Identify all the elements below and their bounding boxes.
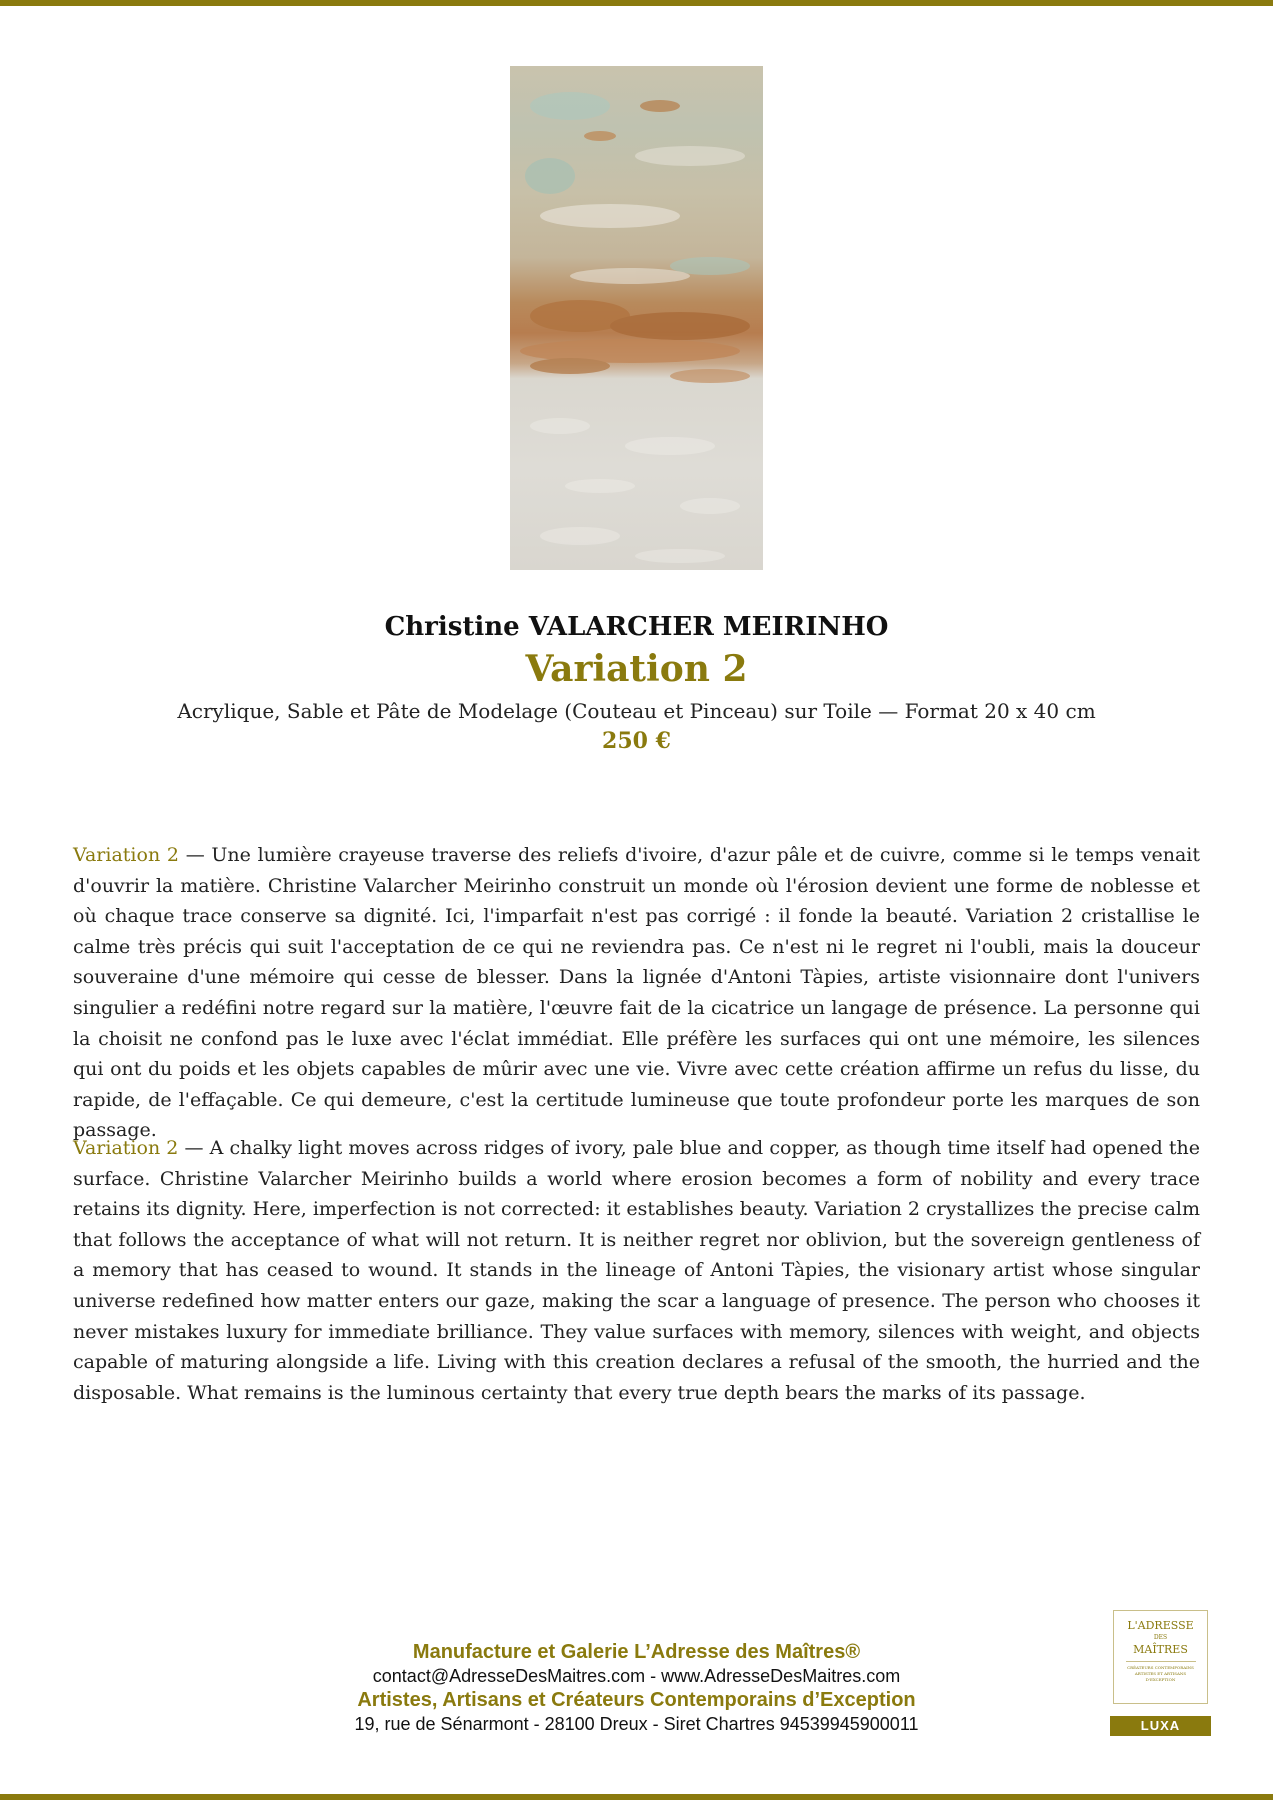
bottom-border	[0, 1794, 1273, 1800]
artist-name: Christine VALARCHER MEIRINHO	[384, 612, 889, 642]
luxa-badge: LUXA	[1110, 1716, 1211, 1736]
artwork-medium: Acrylique, Sable et Pâte de Modelage (Couteau et Pinceau) sur Toile — Format 20 x 40 cm	[177, 699, 1096, 723]
footer	[0, 1640, 1273, 1736]
description-english-text: — A chalky light moves across ridges of ivory, pale blue and copper, as though time itself had opened the surface. Christine Valarcher Meirinho builds a world where erosion becomes a form of nobility and every trace retains its dignity. Here, imperfection is not corrected: it establishes beauty. Variation 2 crystallizes the precise calm that follows the acceptance of what will not return. It is neither regret nor oblivion, but the sovereign gentleness of a memory that has ceased to wound. It stands in the lineage of Antoni Tàpies, the visionary artist whose singular universe redefined how matter enters our gaze, making the scar a language of presence. The person who chooses it never mistakes luxury for immediate brilliance. They value surfaces with memory, silences with weight, and objects capable of maturing alongside a life. Living with this creation declares a refusal of the smooth, the hurried and the disposable. What remains is the luminous certainty that every true depth bears the marks of its passage.	[73, 1137, 1200, 1404]
logo-line-3: MAÎTRES	[1133, 1643, 1188, 1656]
logo-divider	[1126, 1661, 1196, 1662]
footer-tagline: Artistes, Artisans et Créateurs Contemporains d’Exception	[357, 1689, 916, 1711]
description-french-text: — Une lumière crayeuse traverse des reliefs d'ivoire, d'azur pâle et de cuivre, comme si le temps venait d'ouvrir la matière. Christine Valarcher Meirinho construit un monde où l'érosion devient une forme de noblesse et où chaque trace conserve sa dignité. Ici, l'imparfait n'est pas corrigé : il fonde la beauté. Variation 2 cristallise le calme très précis qui suit l'acceptation de ce qui ne reviendra pas. Ce n'est ni le regret ni l'oubli, mais la douceur souveraine d'une mémoire qui cesse de blesser. Dans la lignée d'Antoni Tàpies, artiste visionnaire dont l'univers singulier a redéfini notre regard sur la matière, l'œuvre fait de la cicatrice un langage de présence. La personne qui la choisit ne confond pas le luxe avec l'éclat immédiat. Elle préfère les surfaces qui ont une mémoire, les silences qui ont du poids et les objets capables de mûrir avec une vie. Vivre avec cette création affirme un refus du lisse, du rapide, de l'effaçable. Ce qui demeure, c'est la certitude lumineuse que toute profondeur porte les marques de son passage.	[73, 844, 1200, 1142]
logo-line-4: CRÉATEURS CONTEMPORAINS ARTISTES ET ARTISANS D'EXCEPTION	[1127, 1665, 1194, 1682]
description-french-lead: Variation 2	[73, 844, 179, 866]
artwork-header	[0, 610, 1273, 756]
footer-contact: contact@AdresseDesMaitres.com - www.AdresseDesMaitres.com	[372, 1666, 901, 1686]
footer-gallery-name: Manufacture et Galerie L’Adresse des Maîtres®	[412, 1641, 861, 1663]
logo-line-1: L'ADRESSE	[1127, 1619, 1194, 1632]
description-french	[73, 840, 1200, 1146]
artwork-title: Variation 2	[525, 648, 748, 690]
gallery-logo	[1113, 1610, 1208, 1704]
footer-address: 19, rue de Sénarmont - 28100 Dreux - Siret Chartres 94539945900011	[354, 1714, 919, 1734]
artwork-image	[510, 66, 763, 570]
artwork-price: 250 €	[602, 728, 671, 754]
description-english	[73, 1133, 1200, 1408]
description-english-lead: Variation 2	[73, 1137, 179, 1159]
top-border	[0, 0, 1273, 6]
logo-line-2: DES	[1153, 1634, 1168, 1641]
